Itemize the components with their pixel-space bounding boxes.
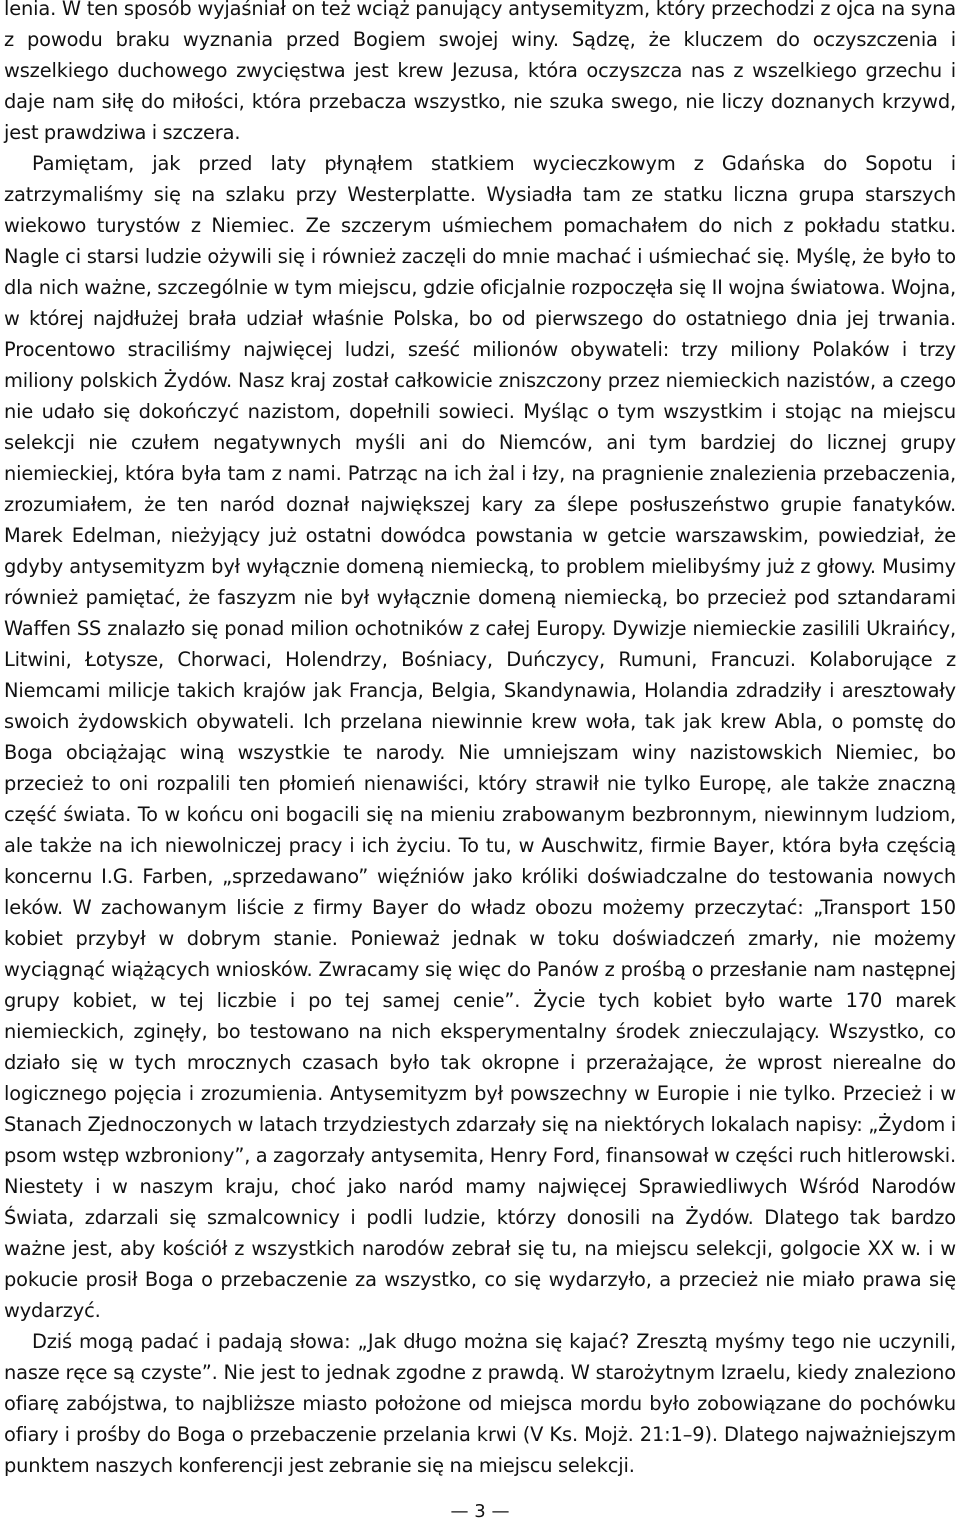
paragraph-closing: Dziś mogą padać i padają słowa: „Jak długo można się kajać? Zresztą myśmy tego nie uczynili, nasze ręce są czyste”. Nie jest to jednak zgodne z prawdą. W starożytnym Izraelu, kiedy znaleziono ofiarę zabójstwa, to najbliższe miasto położone od miejsca mordu było zobowiązane do pochówku ofiary i prośby do Boga o przebaczenie przelania krwi (V Ks. Mojż. 21:1–9). Dlatego najważniejszym punktem naszych konferencji jest zebranie się na miejscu selekcji.: [4, 1330, 956, 1477]
paragraph-westerplatte: Pamiętam, jak przed laty płynąłem statkiem wycieczkowym z Gdańska do Sopotu i zatrzymaliśmy się na szlaku przy Westerplatte. Wysiadła tam ze statku liczna grupa starszych wiekowo turystów z Niemiec. Ze szczerym uśmiechem pomachałem do nich z pokładu statku. Nagle ci starsi ludzie ożywili się i również zaczęli do mnie machać i uśmiechać się. Myślę, że było to dla nich ważne, szczególnie w tym miejscu, gdzie oficjalnie rozpoczęła się II wojna światowa. Wojna, w której najdłużej brała udział właśnie Polska, bo od pierwszego do ostatniego dnia jej trwania. Procentowo straciliśmy najwięcej ludzi, sześć milionów obywateli: trzy miliony Polaków i trzy miliony polskich Żydów. Nasz kraj został całkowicie zniszczony przez niemieckich nazistów, a czego nie udało się dokończyć nazistom, dopełnili sowieci. Myśląc o tym wszystkim i stojąc na miejscu selekcji nie czułem negatywnych myśli ani do Niemców, ani tym bardziej do licznej grupy niemieckiej, która była tam z nami. Patrząc na ich żal i łzy, na pragnienie znalezienia przebaczenia, zrozumiałem, że ten naród doznał największej kary za ślepe posłuszeństwo grupie fanatyków. Marek Edelman, nieżyjący już ostatni dowódca powstania w getcie warszawskim, powiedział, że gdyby antysemityzm był wyłącznie domeną niemiecką, to problem mielibyśmy już z głowy. Musimy również pamiętać, że faszyzm nie był wyłącznie domeną niemiecką, bo przecież pod sztandarami Waffen SS znalazło się ponad milion ochotników z całej Europy. Dywizje niemieckie zasilili Ukraińcy, Litwini, Łotysze, Chorwaci, Holendrzy, Bośniacy, Duńczycy, Rumuni, Francuzi. Kolaborujące z Niemcami milicje takich krajów jak Francja, Belgia, Skandynawia, Holandia zdradziły i aresztowały swoich żydowskich obywateli. Ich przelana niewinnie krew woła, tak jak krew Abla, o pomstę do Boga obciążając winą wszystkie te narody. Nie umniejszam winy nazistowskich Niemiec, bo przecież to oni rozpalili ten płomień nienawiści, który strawił nie tylko Europę, ale także znaczną część świata. To w końcu oni bogacili się na mieniu zrabowanym bezbronnym, niewinnym ludziom, ale także na ich niewolniczej pracy i ich życiu. To tu, w Auschwitz, firmie Bayer, która była częścią koncernu I.G. Farben, „sprzedawano” więźniów jako króliki doświadczalne do testowania nowych leków. W zachowanym liście z firmy Bayer do władz obozu możemy przeczytać: „Transport 150 kobiet przybył w dobrym stanie. Ponieważ jednak w toku doświadczeń zmarły, nie możemy wyciągnąć wiążących wniosków. Zwracamy się więc do Panów z prośbą o przesłanie nam następnej grupy kobiet, w tej liczbie i po tej samej cenie”. Życie tych kobiet było warte 170 marek niemieckich, zginęły, bo testowano na nich eksperymentalny środek znieczulający. Wszystko, co działo się w tych mrocznych czasach było tak okropne i przerażające, że wprost nierealne do logicznego pojęcia i zrozumienia. Antysemityzm był powszechny w Europie i nie tylko. Przecież i w Stanach Zjednoczonych w latach trzydziestych zdarzały się na niektórych lokalach napisy: „Żydom i psom wstęp wzbroniony”, a zagorzały antysemita, Henry Ford, finansował w części ruch hitlerowski. Niestety i w naszym kraju, choć jako naród mamy najwięcej Sprawiedliwych Wśród Narodów Świata, zdarzali się szmalcownicy i podli ludzie, którzy donosili na Żydów. Dlatego tak bardzo ważne jest, aby kościół z wszystkich narodów zebrał się tu, na miejscu selekcji, golgocie XX w. i w pokucie prosił Boga o przebaczenie za wszystko, co się wydarzyło, a przecież nie miało prawa się wydarzyć.: [4, 152, 956, 1322]
document-page: [4, 0, 956, 1481]
paragraph-continued: lenia. W ten sposób wyjaśniał on też wciąż panujący antysemityzm, który przechodzi z ojca na syna z powodu braku wyznania przed Bogiem swojej winy. Sądzę, że kluczem do oczyszczenia i wszelkiego duchowego zwycięstwa jest krew Jezusa, która oczyszcza nas z wszelkiego grzechu i daje nam siłę do miłości, która przebacza wszystko, nie szuka swego, nie liczy doznanych krzywd, jest prawdziwa i szczera.: [4, 0, 956, 144]
page-number: — 3 —: [450, 1501, 510, 1522]
